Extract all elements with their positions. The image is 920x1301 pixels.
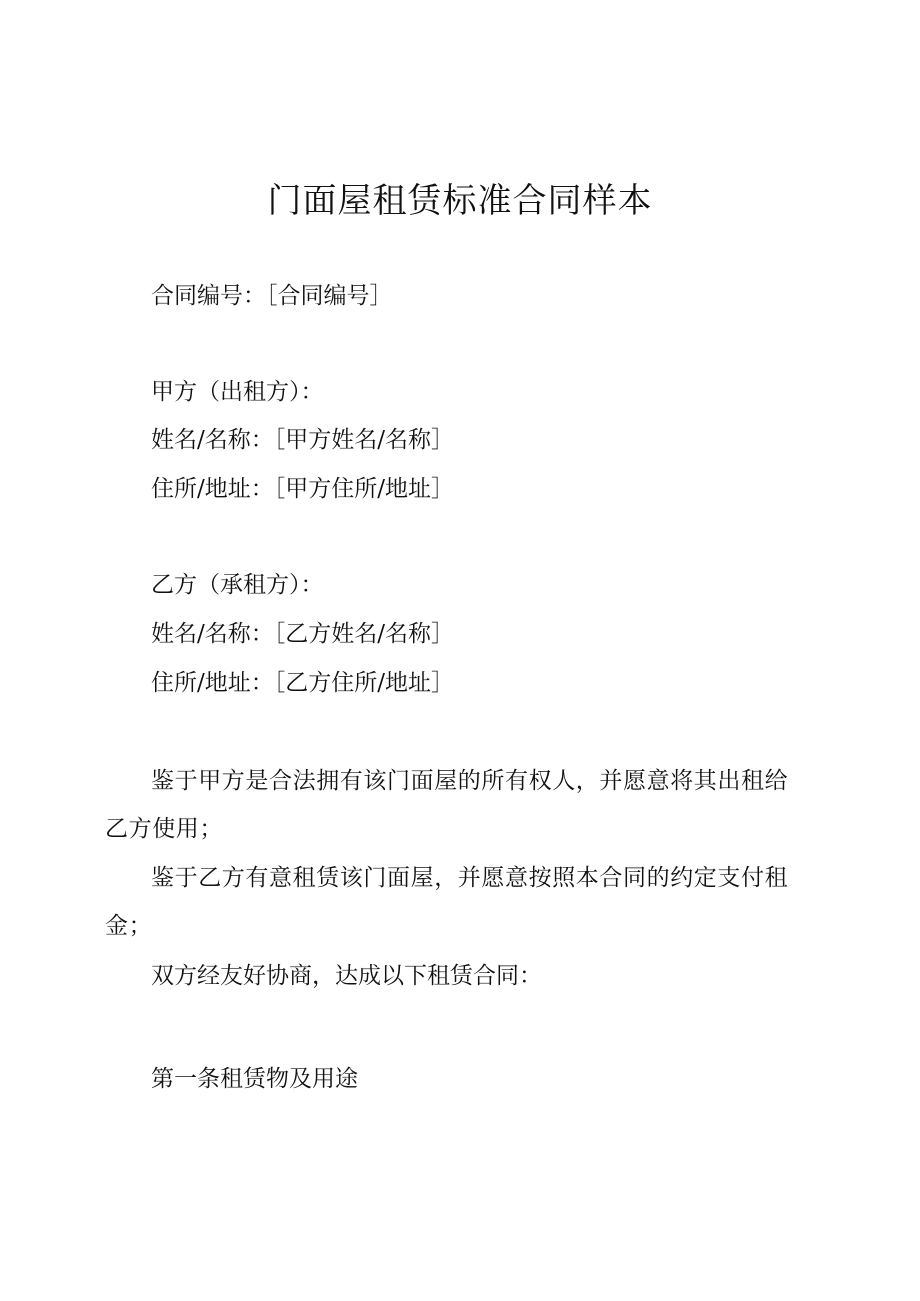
agreement-statement: 双方经友好协商，达成以下租赁合同：	[151, 963, 542, 989]
contract-number: 合同编号：［合同编号］	[151, 283, 393, 309]
party-b-heading: 乙方（承租方）：	[151, 572, 324, 598]
article-1-heading: 第一条租赁物及用途	[151, 1066, 358, 1092]
party-a-address: 住所/地址：［甲方住所/地址］	[151, 476, 454, 502]
party-b-address: 住所/地址：［乙方住所/地址］	[151, 670, 454, 696]
document-title: 门面屋租赁标准合同样本	[267, 181, 653, 221]
recital-1: 鉴于甲方是合法拥有该门面屋的所有权人，并愿意将其出租给乙方使用；	[105, 768, 789, 842]
party-a-name: 姓名/名称：［甲方姓名/名称］	[151, 427, 454, 453]
recital-2: 鉴于乙方有意租赁该门面屋，并愿意按照本合同的约定支付租金；	[105, 865, 789, 939]
party-a-heading: 甲方（出租方）：	[151, 379, 324, 405]
party-b-name: 姓名/名称：［乙方姓名/名称］	[151, 621, 454, 647]
